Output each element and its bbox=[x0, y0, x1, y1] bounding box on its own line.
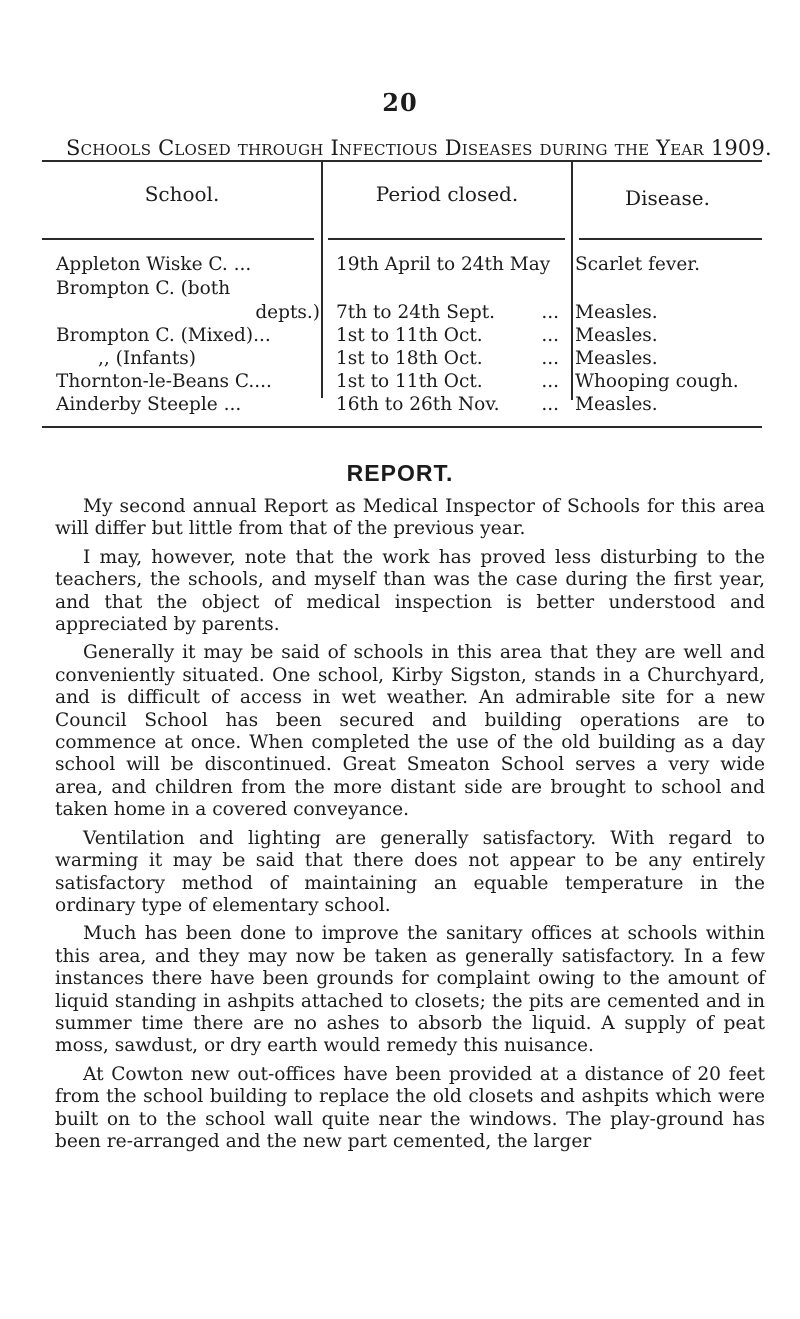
header-rule bbox=[42, 238, 314, 240]
closures-table bbox=[42, 160, 762, 430]
table-row bbox=[42, 394, 762, 420]
title-year: 1909. bbox=[710, 136, 772, 160]
school-cell: Ainderby Steeple ... bbox=[56, 394, 242, 415]
school-cell: Appleton Wiske C. ... bbox=[56, 254, 252, 275]
disease-cell: Whooping cough. bbox=[575, 371, 739, 392]
report-paragraph: My second annual Report as Medical Inspector of Schools for this area will differ but little from that of the previous year. bbox=[55, 496, 765, 540]
disease-cell: Measles. bbox=[575, 302, 658, 323]
title-word: the bbox=[614, 136, 650, 160]
disease-cell: Measles. bbox=[575, 394, 658, 415]
period-cell bbox=[336, 371, 559, 392]
period-cell bbox=[336, 254, 559, 275]
title-word: Schools bbox=[66, 136, 152, 160]
report-body bbox=[55, 496, 765, 1159]
title-word: through bbox=[237, 136, 324, 160]
period-text: 1st to 11th Oct. bbox=[336, 371, 483, 392]
leader-dots: ... bbox=[541, 371, 559, 392]
report-paragraph: I may, however, note that the work has proved less disturbing to the teachers, the schools, and myself than was the case during the first year, and that the object of medical inspection is better understood and appreciated by parents. bbox=[55, 546, 765, 636]
report-paragraph: At Cowton new out-offices have been provided at a distance of 20 feet from the school building to replace the old closets and ashpits which were built on to the school wall quite near the windows. The play-ground has been re-arranged and the new part cemented, the larger bbox=[55, 1063, 765, 1152]
school-cell: ,, (Infants) bbox=[98, 348, 197, 369]
leader-dots: ... bbox=[541, 302, 559, 323]
school-cell: depts.) bbox=[255, 302, 320, 323]
leader-dots: ... bbox=[541, 348, 559, 369]
disease-cell: Scarlet fever. bbox=[575, 254, 700, 275]
report-paragraph: Generally it may be said of schools in this area that they are well and conveniently situated. One school, Kirby Sigston, stands in a Churchyard, and is difficult of access in wet weather. An admirable site for a new Council School has been secured and building operations are to commence at once. When completed the use of the old building as a day school will be discontinued. Great Smeaton School serves a very wide area, and children from the more distant side are brought to school and taken home in a covered conveyance. bbox=[55, 642, 765, 821]
period-text: 1st to 18th Oct. bbox=[336, 348, 483, 369]
period-cell bbox=[336, 348, 559, 369]
disease-cell: Measles. bbox=[575, 348, 658, 369]
page-number: 20 bbox=[382, 88, 418, 117]
report-heading: REPORT. bbox=[346, 460, 454, 486]
disease-cell: Measles. bbox=[575, 325, 658, 346]
title-word: Infectious bbox=[330, 136, 438, 160]
header-rule bbox=[328, 238, 565, 240]
title-word: Closed bbox=[158, 136, 231, 160]
report-paragraph: Ventilation and lighting are generally satisfactory. With regard to warming it may be said that there does not appear to be any entirely satisfactory method of maintaining an equable temperature in the ordinary type of elementary school. bbox=[55, 827, 765, 916]
period-text: 1st to 11th Oct. bbox=[336, 325, 483, 346]
table-title bbox=[66, 136, 772, 160]
title-word: during bbox=[539, 136, 608, 160]
report-paragraph: Much has been done to improve the sanitary offices at schools within this area, and they may now be taken as generally satisfactory. In a few instances there have been grounds for complaint owing to the amount of liquid standing in ashpits attached to closets; the pits are cemented and in summer time there are no ashes to absorb the liquid. A supply of peat moss, sawdust, or dry earth would remedy this nuisance. bbox=[55, 923, 765, 1057]
period-cell bbox=[336, 394, 559, 415]
title-word: Year bbox=[656, 136, 704, 160]
period-cell bbox=[336, 302, 559, 323]
table-row bbox=[42, 278, 762, 304]
leader-dots: ... bbox=[541, 325, 559, 346]
school-cell: Brompton C. (both bbox=[56, 278, 231, 299]
header-rule bbox=[579, 238, 762, 240]
title-word: Diseases bbox=[444, 136, 533, 160]
period-text: 7th to 24th Sept. bbox=[336, 302, 496, 323]
period-text: 19th April to 24th May bbox=[336, 254, 551, 275]
table-top-rule bbox=[42, 160, 762, 162]
table-bottom-rule bbox=[42, 426, 762, 428]
header-disease: Disease. bbox=[625, 186, 710, 210]
period-text: 16th to 26th Nov. bbox=[336, 394, 500, 415]
period-cell bbox=[336, 325, 559, 346]
school-cell: Brompton C. (Mixed)... bbox=[56, 325, 271, 346]
leader-dots: ... bbox=[541, 394, 559, 415]
school-cell: Thornton-le-Beans C.... bbox=[56, 371, 272, 392]
header-school: School. bbox=[144, 182, 220, 206]
table-row bbox=[42, 254, 762, 280]
header-period: Period closed. bbox=[375, 182, 519, 206]
